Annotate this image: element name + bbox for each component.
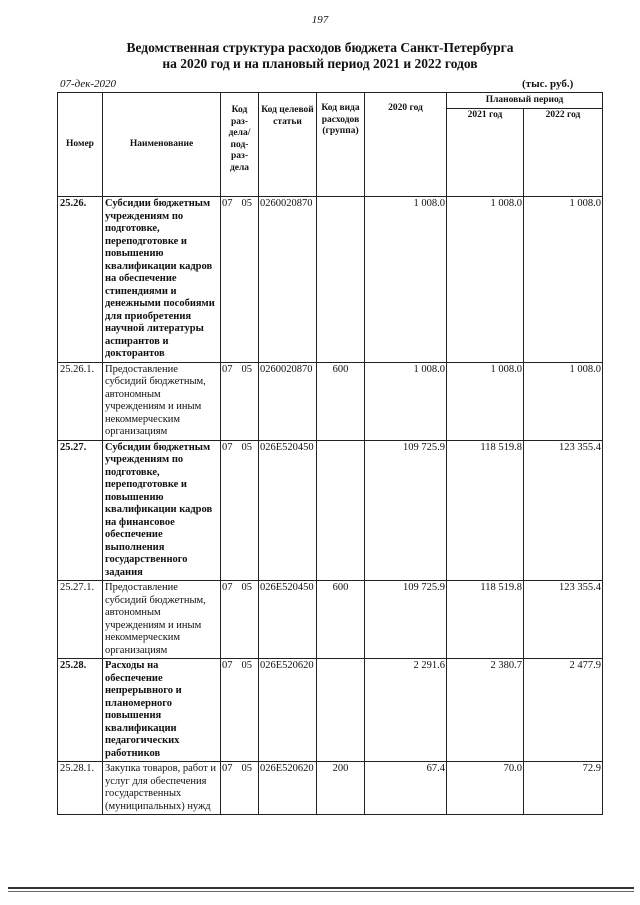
- row-number: 25.27.1.: [58, 581, 103, 659]
- row-value-2020: 2 291.6: [365, 659, 447, 762]
- row-name: Субсидии бюджетным учреждениям по подготовке, переподготовке и повышению квалификации кадров на обеспечение стипендиями и денежными пособиями для приобретения научной литературы аспирантов и докторантов: [103, 197, 221, 363]
- budget-table: [57, 92, 603, 815]
- row-value-2021: 118 519.8: [447, 581, 524, 659]
- header-expense-type: Код вида расходов (группа): [317, 93, 365, 197]
- row-value-2020: 1 008.0: [365, 362, 447, 440]
- row-razdel: 07: [222, 198, 233, 209]
- table-row: [58, 197, 603, 363]
- row-name: Субсидии бюджетным учреждениям по подготовке, переподготовке и повышению квалификации кадров на финансовое обеспечение выполнения государственного задания: [103, 440, 221, 581]
- row-value-2020: 1 008.0: [365, 197, 447, 363]
- row-razdel: 07: [222, 582, 233, 593]
- document-date: 07-дек-2020: [60, 78, 117, 90]
- row-name: Предоставление субсидий бюджетным, автономным учреждениям и иным некоммерческим организациям: [103, 362, 221, 440]
- row-target-code: 026E520450: [259, 581, 317, 659]
- row-expense-type: [317, 197, 365, 363]
- row-name: Закупка товаров, работ и услуг для обеспечения государственных (муниципальных) нужд: [103, 762, 221, 815]
- row-value-2021: 118 519.8: [447, 440, 524, 581]
- row-razdel-code: [221, 762, 259, 815]
- row-value-2022: 2 477.9: [524, 659, 603, 762]
- page-number: 197: [311, 14, 329, 26]
- row-razdel-code: [221, 659, 259, 762]
- row-name: Предоставление субсидий бюджетным, автономным учреждениям и иным некоммерческим организациям: [103, 581, 221, 659]
- row-expense-type: 600: [317, 581, 365, 659]
- row-target-code: 0260020870: [259, 197, 317, 363]
- header-name: Наименование: [103, 93, 221, 197]
- footer-rule: [8, 887, 634, 889]
- row-target-code: 0260020870: [259, 362, 317, 440]
- row-razdel: 07: [222, 763, 233, 774]
- row-value-2021: 70.0: [447, 762, 524, 815]
- footer-rule-thin: [8, 891, 634, 892]
- table-row: [58, 362, 603, 440]
- row-expense-type: 600: [317, 362, 365, 440]
- row-value-2022: 1 008.0: [524, 362, 603, 440]
- title-line-1: Ведомственная структура расходов бюджета Санкт-Петербурга: [126, 40, 514, 55]
- header-planned-period: Плановый период: [447, 93, 603, 109]
- header-razdel: Код раз-дела/ под-раз-дела: [221, 93, 259, 197]
- row-razdel-code: [221, 581, 259, 659]
- row-target-code: 026E520450: [259, 440, 317, 581]
- row-razdel-code: [221, 197, 259, 363]
- row-value-2021: 2 380.7: [447, 659, 524, 762]
- row-expense-type: 200: [317, 762, 365, 815]
- header-target: Код целевой статьи: [259, 93, 317, 197]
- row-value-2022: 123 355.4: [524, 440, 603, 581]
- row-value-2021: 1 008.0: [447, 362, 524, 440]
- row-target-code: 026E520620: [259, 762, 317, 815]
- row-podrazdel: 05: [241, 363, 252, 375]
- row-razdel: 07: [222, 441, 233, 453]
- table-row: [58, 659, 603, 762]
- row-number: 25.28.: [58, 659, 103, 762]
- document-title: [0, 40, 640, 72]
- row-podrazdel: 05: [241, 660, 252, 671]
- table-row: [58, 581, 603, 659]
- row-podrazdel: 05: [241, 198, 252, 209]
- table-row: [58, 440, 603, 581]
- row-value-2020: 67.4: [365, 762, 447, 815]
- units-label: (тыс. руб.): [522, 78, 574, 90]
- row-name: Расходы на обеспечение непрерывного и планомерного повышения квалификации педагогических работников: [103, 659, 221, 762]
- row-number: 25.28.1.: [58, 762, 103, 815]
- row-target-code: 026E520620: [259, 659, 317, 762]
- header-2020: 2020 год: [365, 93, 447, 197]
- row-razdel-code: [221, 440, 259, 581]
- row-expense-type: [317, 440, 365, 581]
- table-row: [58, 762, 603, 815]
- header-2022: 2022 год: [524, 109, 603, 197]
- row-value-2022: 1 008.0: [524, 197, 603, 363]
- row-value-2021: 1 008.0: [447, 197, 524, 363]
- row-podrazdel: 05: [241, 582, 252, 593]
- row-number: 25.26.: [58, 197, 103, 363]
- row-value-2020: 109 725.9: [365, 581, 447, 659]
- title-line-2: на 2020 год и на плановый период 2021 и 2022 годов: [162, 56, 478, 71]
- row-number: 25.27.: [58, 440, 103, 581]
- row-value-2022: 72.9: [524, 762, 603, 815]
- row-podrazdel: 05: [241, 441, 252, 453]
- row-razdel: 07: [222, 660, 233, 671]
- row-value-2020: 109 725.9: [365, 440, 447, 581]
- header-2021: 2021 год: [447, 109, 524, 197]
- row-podrazdel: 05: [241, 763, 252, 774]
- row-razdel: 07: [222, 363, 233, 375]
- header-number: Номер: [58, 93, 103, 197]
- row-number: 25.26.1.: [58, 362, 103, 440]
- row-expense-type: [317, 659, 365, 762]
- row-value-2022: 123 355.4: [524, 581, 603, 659]
- row-razdel-code: [221, 362, 259, 440]
